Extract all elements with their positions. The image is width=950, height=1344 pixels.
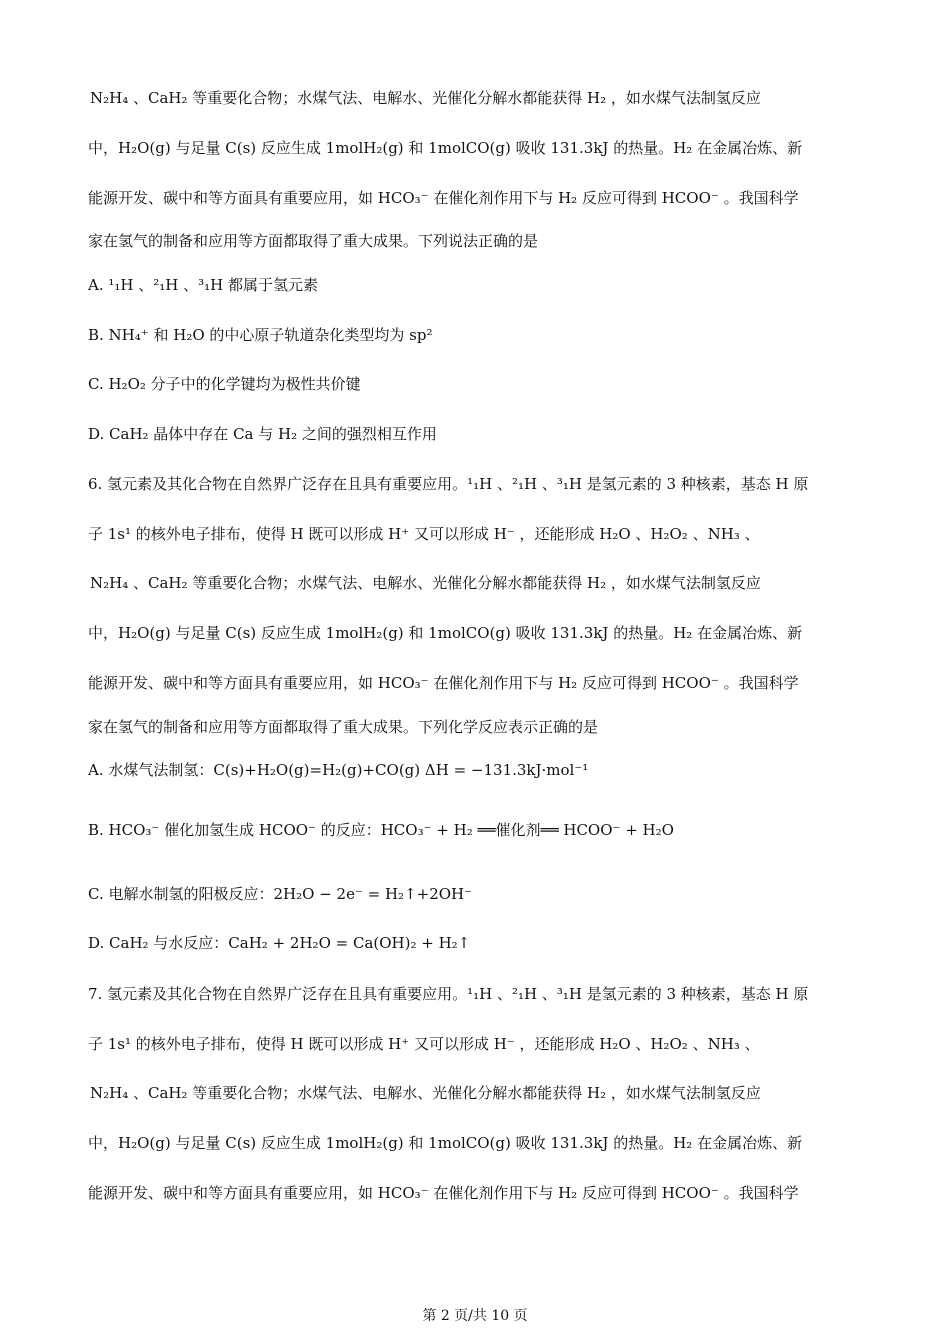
option-a: A. 水煤气法制氢：C(s)+H₂O(g)=H₂(g)+CO(g) ΔH = −131.3kJ·mol⁻¹: [88, 761, 589, 779]
text-line: 家在氢气的制备和应用等方面都取得了重大成果。下列说法正确的是: [88, 232, 539, 250]
text-line: 中，H₂O(g) 与足量 C(s) 反应生成 1molH₂(g) 和 1molCO(g) 吸收 131.3kJ 的热量。H₂ 在金属冶炼、新: [88, 1134, 803, 1152]
option-d: D. CaH₂ 与水反应：CaH₂ + 2H₂O = Ca(OH)₂ + H₂↑: [88, 934, 471, 952]
text-line: 子 1s¹ 的核外电子排布，使得 H 既可以形成 H⁺ 又可以形成 H⁻ ，还能形成 H₂O 、H₂O₂ 、NH₃ 、: [88, 1035, 760, 1053]
text-line: 家在氢气的制备和应用等方面都取得了重大成果。下列化学反应表示正确的是: [88, 718, 599, 736]
text-line: 能源开发、碳中和等方面具有重要应用，如 HCO₃⁻ 在催化剂作用下与 H₂ 反应可得到 HCOO⁻ 。我国科学: [88, 189, 799, 207]
text-line: N₂H₄ 、CaH₂ 等重要化合物；水煤气法、电解水、光催化分解水都能获得 H₂ ，如水煤气法制氢反应: [90, 574, 761, 592]
question-7-stem: 7. 氢元素及其化合物在自然界广泛存在且具有重要应用。¹₁H 、²₁H 、³₁H 是氢元素的 3 种核素，基态 H 原: [88, 985, 809, 1003]
option-c: C. H₂O₂ 分子中的化学键均为极性共价键: [88, 375, 361, 393]
option-b: B. HCO₃⁻ 催化加氢生成 HCOO⁻ 的反应：HCO₃⁻ + H₂ ══催化剂══ HCOO⁻ + H₂O: [88, 821, 674, 839]
option-b: B. NH₄⁺ 和 H₂O 的中心原子轨道杂化类型均为 sp²: [88, 326, 433, 344]
text-line: 能源开发、碳中和等方面具有重要应用，如 HCO₃⁻ 在催化剂作用下与 H₂ 反应可得到 HCOO⁻ 。我国科学: [88, 674, 799, 692]
text-line: 子 1s¹ 的核外电子排布，使得 H 既可以形成 H⁺ 又可以形成 H⁻ ，还能形成 H₂O 、H₂O₂ 、NH₃ 、: [88, 525, 760, 543]
question-6-stem: 6. 氢元素及其化合物在自然界广泛存在且具有重要应用。¹₁H 、²₁H 、³₁H 是氢元素的 3 种核素，基态 H 原: [88, 475, 809, 493]
text-line: N₂H₄ 、CaH₂ 等重要化合物；水煤气法、电解水、光催化分解水都能获得 H₂ ，如水煤气法制氢反应: [90, 1084, 761, 1102]
text-line: 中，H₂O(g) 与足量 C(s) 反应生成 1molH₂(g) 和 1molCO(g) 吸收 131.3kJ 的热量。H₂ 在金属冶炼、新: [88, 624, 803, 642]
text-line: 中，H₂O(g) 与足量 C(s) 反应生成 1molH₂(g) 和 1molCO(g) 吸收 131.3kJ 的热量。H₂ 在金属冶炼、新: [88, 139, 803, 157]
page-footer: 第 2 页/共 10 页: [422, 1308, 528, 1324]
text-line: 能源开发、碳中和等方面具有重要应用，如 HCO₃⁻ 在催化剂作用下与 H₂ 反应可得到 HCOO⁻ 。我国科学: [88, 1184, 799, 1202]
option-d: D. CaH₂ 晶体中存在 Ca 与 H₂ 之间的强烈相互作用: [88, 425, 437, 443]
text-line: N₂H₄ 、CaH₂ 等重要化合物；水煤气法、电解水、光催化分解水都能获得 H₂ ，如水煤气法制氢反应: [90, 89, 761, 107]
option-c: C. 电解水制氢的阳极反应：2H₂O − 2e⁻ = H₂↑+2OH⁻: [88, 885, 473, 903]
option-a: A. ¹₁H 、²₁H 、³₁H 都属于氢元素: [88, 276, 318, 294]
